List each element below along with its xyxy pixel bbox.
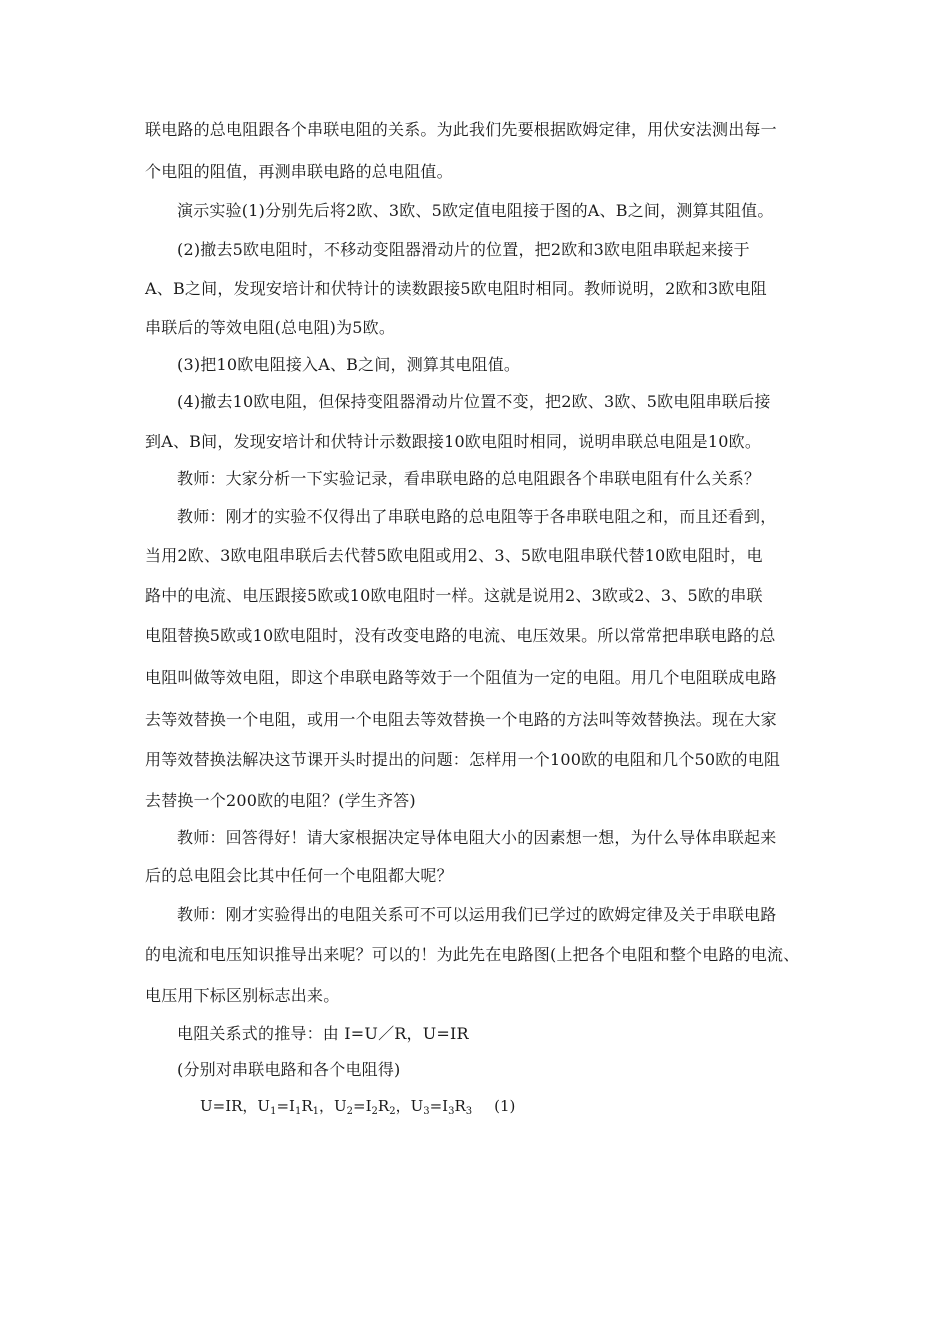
equation-part: =I: [429, 1097, 449, 1115]
paragraph-line-18: 去替换一个200欧的电阻？(学生齐答): [145, 791, 416, 810]
paragraph-line-17: 用等效替换法解决这节课开头时提出的问题：怎样用一个100欧的电阻和几个50欧的电阻: [145, 750, 781, 769]
paragraph-line-24: 电阻关系式的推导：由 I=U／R，U=IR: [177, 1024, 469, 1043]
paragraph-line-14: 电阻替换5欧或10欧电阻时，没有改变电路的电流、电压效果。所以常常把串联电路的总: [145, 626, 776, 645]
paragraph-line-15: 电阻叫做等效电阻，即这个串联电路等效于一个阻值为一定的电阻。用几个电阻联成电路: [145, 668, 777, 687]
equation-subscript: 3: [465, 1106, 473, 1117]
paragraph-line-13: 路中的电流、电压跟接5欧或10欧电阻时一样。这就是说用2、3欧或2、3、5欧的串联: [145, 586, 763, 605]
paragraph-line-25: (分别对串联电路和各个电阻得): [177, 1060, 401, 1079]
equation-subscript: 3: [423, 1106, 430, 1117]
equation-subscript: 3: [448, 1106, 455, 1117]
equation-part: ，U: [395, 1097, 424, 1115]
equation-subscript: 1: [294, 1106, 302, 1117]
equation-part: =I: [353, 1097, 372, 1115]
paragraph-line-12: 当用2欧、3欧电阻串联后去代替5欧电阻或用2、3、5欧电阻串联代替10欧电阻时，电: [145, 546, 763, 565]
paragraph-line-3: 演示实验(1)分别先后将2欧、3欧、5欧定值电阻接于图的A、B之间，测算其阻值。: [177, 201, 774, 220]
equation-part: R: [454, 1097, 466, 1115]
equation-subscript: 1: [270, 1106, 277, 1117]
paragraph-line-22: 的电流和电压知识推导出来呢？可以的！为此先在电路图(上把各个电阻和整个电路的电流、: [145, 945, 800, 964]
equation-part: R: [377, 1097, 390, 1115]
paragraph-line-5: A、B之间，发现安培计和伏特计的读数跟接5欧电阻时相同。教师说明，2欧和3欧电阻: [145, 279, 767, 298]
paragraph-line-11: 教师：刚才的实验不仅得出了串联电路的总电阻等于各串联电阻之和，而且还看到，: [177, 507, 777, 526]
equation-number: (1): [494, 1097, 516, 1115]
equation-part: =I: [276, 1097, 295, 1115]
paragraph-line-10: 教师：大家分析一下实验记录，看串联电路的总电阻跟各个串联电阻有什么关系？: [177, 469, 761, 488]
equation-subscript: 2: [346, 1106, 354, 1117]
equation-part: R: [301, 1097, 313, 1115]
paragraph-line-6: 串联后的等效电阻(总电阻)为5欧。: [145, 318, 396, 337]
paragraph-line-9: 到A、B间，发现安培计和伏特计示数跟接10欧电阻时相同，说明串联总电阻是10欧。: [145, 432, 762, 451]
paragraph-line-8: (4)撤去10欧电阻，但保持变阻器滑动片位置不变，把2欧、3欧、5欧电阻串联后接: [177, 392, 771, 411]
equation-subscript: 2: [371, 1106, 378, 1117]
paragraph-line-20: 后的总电阻会比其中任何一个电阻都大呢？: [145, 866, 453, 885]
paragraph-line-23: 电压用下标区别标志出来。: [145, 986, 340, 1005]
paragraph-line-2: 个电阻的阻值，再测串联电路的总电阻值。: [145, 162, 453, 181]
equation-subscript: 2: [389, 1106, 396, 1117]
equation-subscript: 1: [312, 1106, 319, 1117]
equation-part: U=IR，U: [200, 1097, 271, 1115]
equation-part: ，U: [319, 1097, 347, 1115]
paragraph-line-16: 去等效替换一个电阻，或用一个电阻去等效替换一个电路的方法叫等效替换法。现在大家: [145, 710, 777, 729]
paragraph-line-4: (2)撤去5欧电阻时，不移动变阻器滑动片的位置，把2欧和3欧电阻串联起来接于: [177, 240, 750, 259]
equation-1: [200, 1096, 515, 1122]
paragraph-line-1: 联电路的总电阻跟各个串联电阻的关系。为此我们先要根据欧姆定律，用伏安法测出每一: [145, 120, 777, 139]
paragraph-line-21: 教师：刚才实验得出的电阻关系可不可以运用我们已学过的欧姆定律及关于串联电路: [177, 905, 777, 924]
paragraph-line-19: 教师：回答得好！请大家根据决定导体电阻大小的因素想一想，为什么导体串联起来: [177, 828, 777, 847]
paragraph-line-7: (3)把10欧电阻接入A、B之间，测算其电阻值。: [177, 355, 521, 374]
